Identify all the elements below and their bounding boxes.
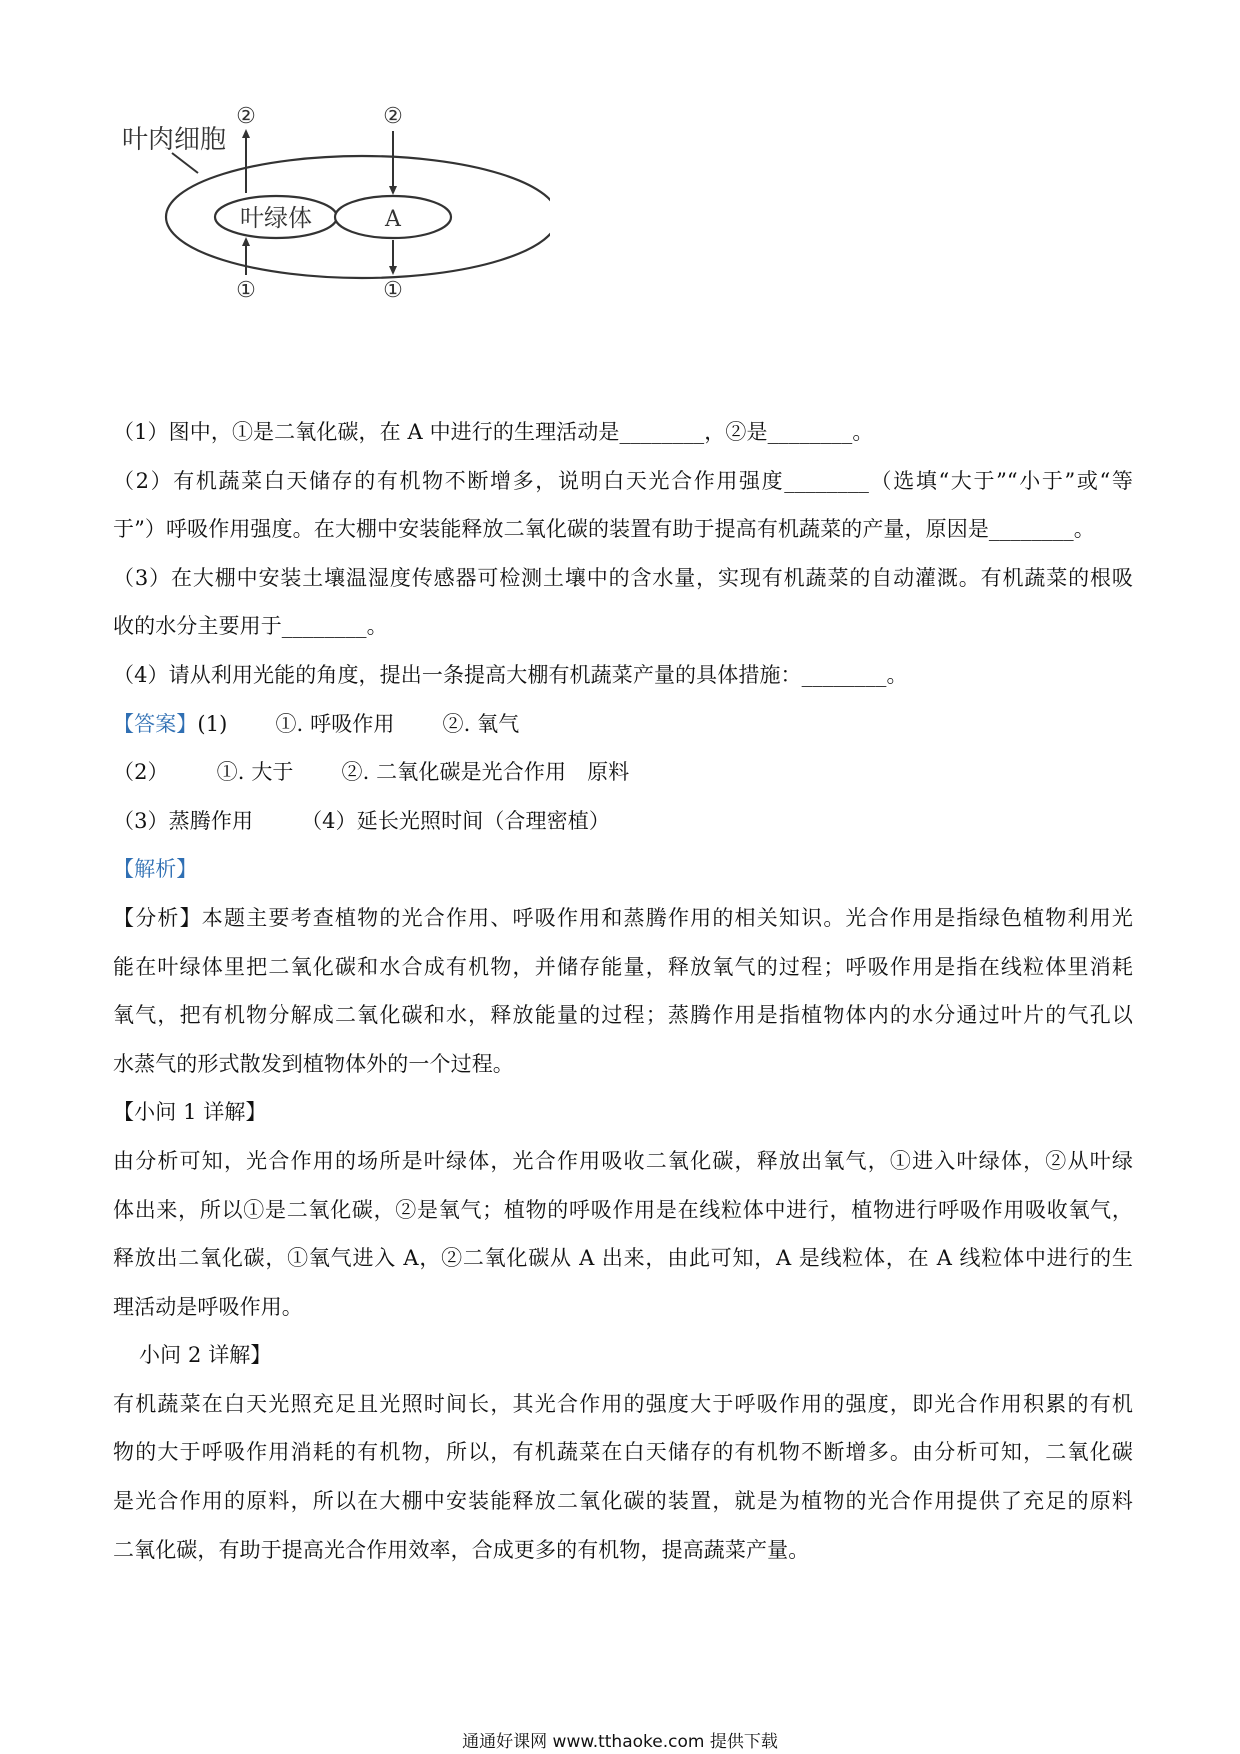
analysis-line-2: 能在叶绿体里把二氧化碳和水合成有机物，并储存能量，释放氧气的过程；呼吸作用是指在线粒体里消耗 [113, 954, 1133, 979]
detail-1-line-1: 由分析可知，光合作用的场所是叶绿体，光合作用吸收二氧化碳，释放出氧气，①进入叶绿体，②从叶绿 [113, 1148, 1133, 1173]
organelle-a-label: A [385, 207, 401, 232]
document-body [113, 408, 1133, 1574]
analysis-line-4: 水蒸气的形式散发到植物体外的一个过程。 [113, 1051, 514, 1076]
detail-2-line-1: 有机蔬菜在白天光照充足且光照时间长，其光合作用的强度大于呼吸作用的强度，即光合作用积累的有机 [113, 1391, 1133, 1416]
answer-1-part-2: ②. 氧气 [442, 711, 520, 736]
marker-2-right: ② [383, 105, 403, 129]
question-2-line-1: （2）有机蔬菜白天储存的有机物不断增多，说明白天光合作用强度________（选填“大于”“小于”或“等 [113, 468, 1133, 493]
marker-2-left: ② [236, 105, 256, 129]
analysis-line-3: 氧气，把有机物分解成二氧化碳和水，释放能量的过程；蒸腾作用是指植物体内的水分通过叶片的气孔以 [113, 1003, 1133, 1028]
leaf-cell-diagram [110, 105, 550, 345]
answer-1-number: (1) [197, 711, 228, 736]
marker-1-left: ① [236, 278, 256, 303]
page-footer: 通通好课网 www.tthaoke.com 提供下载 [462, 1732, 778, 1752]
answer-tag: 【答案】 [113, 711, 198, 736]
cell-label: 叶肉细胞 [122, 125, 227, 155]
detail-1-line-3: 释放出二氧化碳，①氧气进入 A，②二氧化碳从 A 出来，由此可知，A 是线粒体，在 A 线粒体中进行的生 [113, 1246, 1133, 1271]
detail-1-line-2: 体出来，所以①是二氧化碳，②是氧气；植物的呼吸作用是在线粒体中进行，植物进行呼吸作用吸收氧气， [113, 1197, 1133, 1222]
analysis-tag: 【解析】 [113, 857, 198, 882]
chloroplast-label: 叶绿体 [240, 204, 312, 232]
detail-1-line-4: 理活动是呼吸作用。 [113, 1294, 303, 1319]
question-3-line-1: （3）在大棚中安装土壤温湿度传感器可检测土壤中的含水量，实现有机蔬菜的自动灌溉。有机蔬菜的根吸 [113, 565, 1133, 590]
question-4: （4）请从利用光能的角度，提出一条提高大棚有机蔬菜产量的具体措施：________。 [113, 662, 908, 687]
answer-2-number: （2） [113, 760, 169, 785]
detail-2-line-2: 物的大于呼吸作用消耗的有机物，所以，有机蔬菜在白天储存的有机物不断增多。由分析可知，二氧化碳 [113, 1440, 1133, 1465]
answer-4: （4）延长光照时间（合理密植） [301, 808, 610, 833]
cell-label-leader [172, 153, 198, 173]
detail-2-line-3: 是光合作用的原料，所以在大棚中安装能释放二氧化碳的装置，就是为植物的光合作用提供了充足的原料 [113, 1489, 1133, 1514]
analysis-line-1 [113, 894, 1133, 943]
answer-1-part-1: ①. 呼吸作用 [275, 711, 395, 736]
answer-row-1 [113, 700, 1133, 749]
answer-3: （3）蒸腾作用 [113, 808, 254, 833]
detail-2-heading [113, 1331, 1133, 1380]
answer-row-2 [113, 748, 1133, 797]
detail-1-heading: 【小问 1 详解】 [113, 1100, 267, 1125]
analysis-heading: 【分析】 [113, 905, 202, 930]
answer-2-part-1: ①. 大于 [216, 760, 294, 785]
detail-2-heading-text: 小问 2 详解】 [139, 1343, 272, 1368]
question-1: （1）图中，①是二氧化碳，在 A 中进行的生理活动是________，②是________。 [113, 420, 874, 444]
marker-1-right: ① [383, 278, 403, 303]
question-3-line-2: 收的水分主要用于________。 [113, 614, 388, 639]
detail-2-line-4: 二氧化碳，有助于提高光合作用效率，合成更多的有机物，提高蔬菜产量。 [113, 1537, 810, 1562]
answer-row-3 [113, 797, 1133, 846]
answer-2-part-2: ②. 二氧化碳是光合作用 原料 [341, 760, 630, 785]
analysis-line-1-text: 本题主要考查植物的光合作用、呼吸作用和蒸腾作用的相关知识。光合作用是指绿色植物利用光 [201, 905, 1133, 930]
question-2-line-2: 于”）呼吸作用强度。在大棚中安装能释放二氧化碳的装置有助于提高有机蔬菜的产量，原因是________。 [113, 517, 1095, 542]
